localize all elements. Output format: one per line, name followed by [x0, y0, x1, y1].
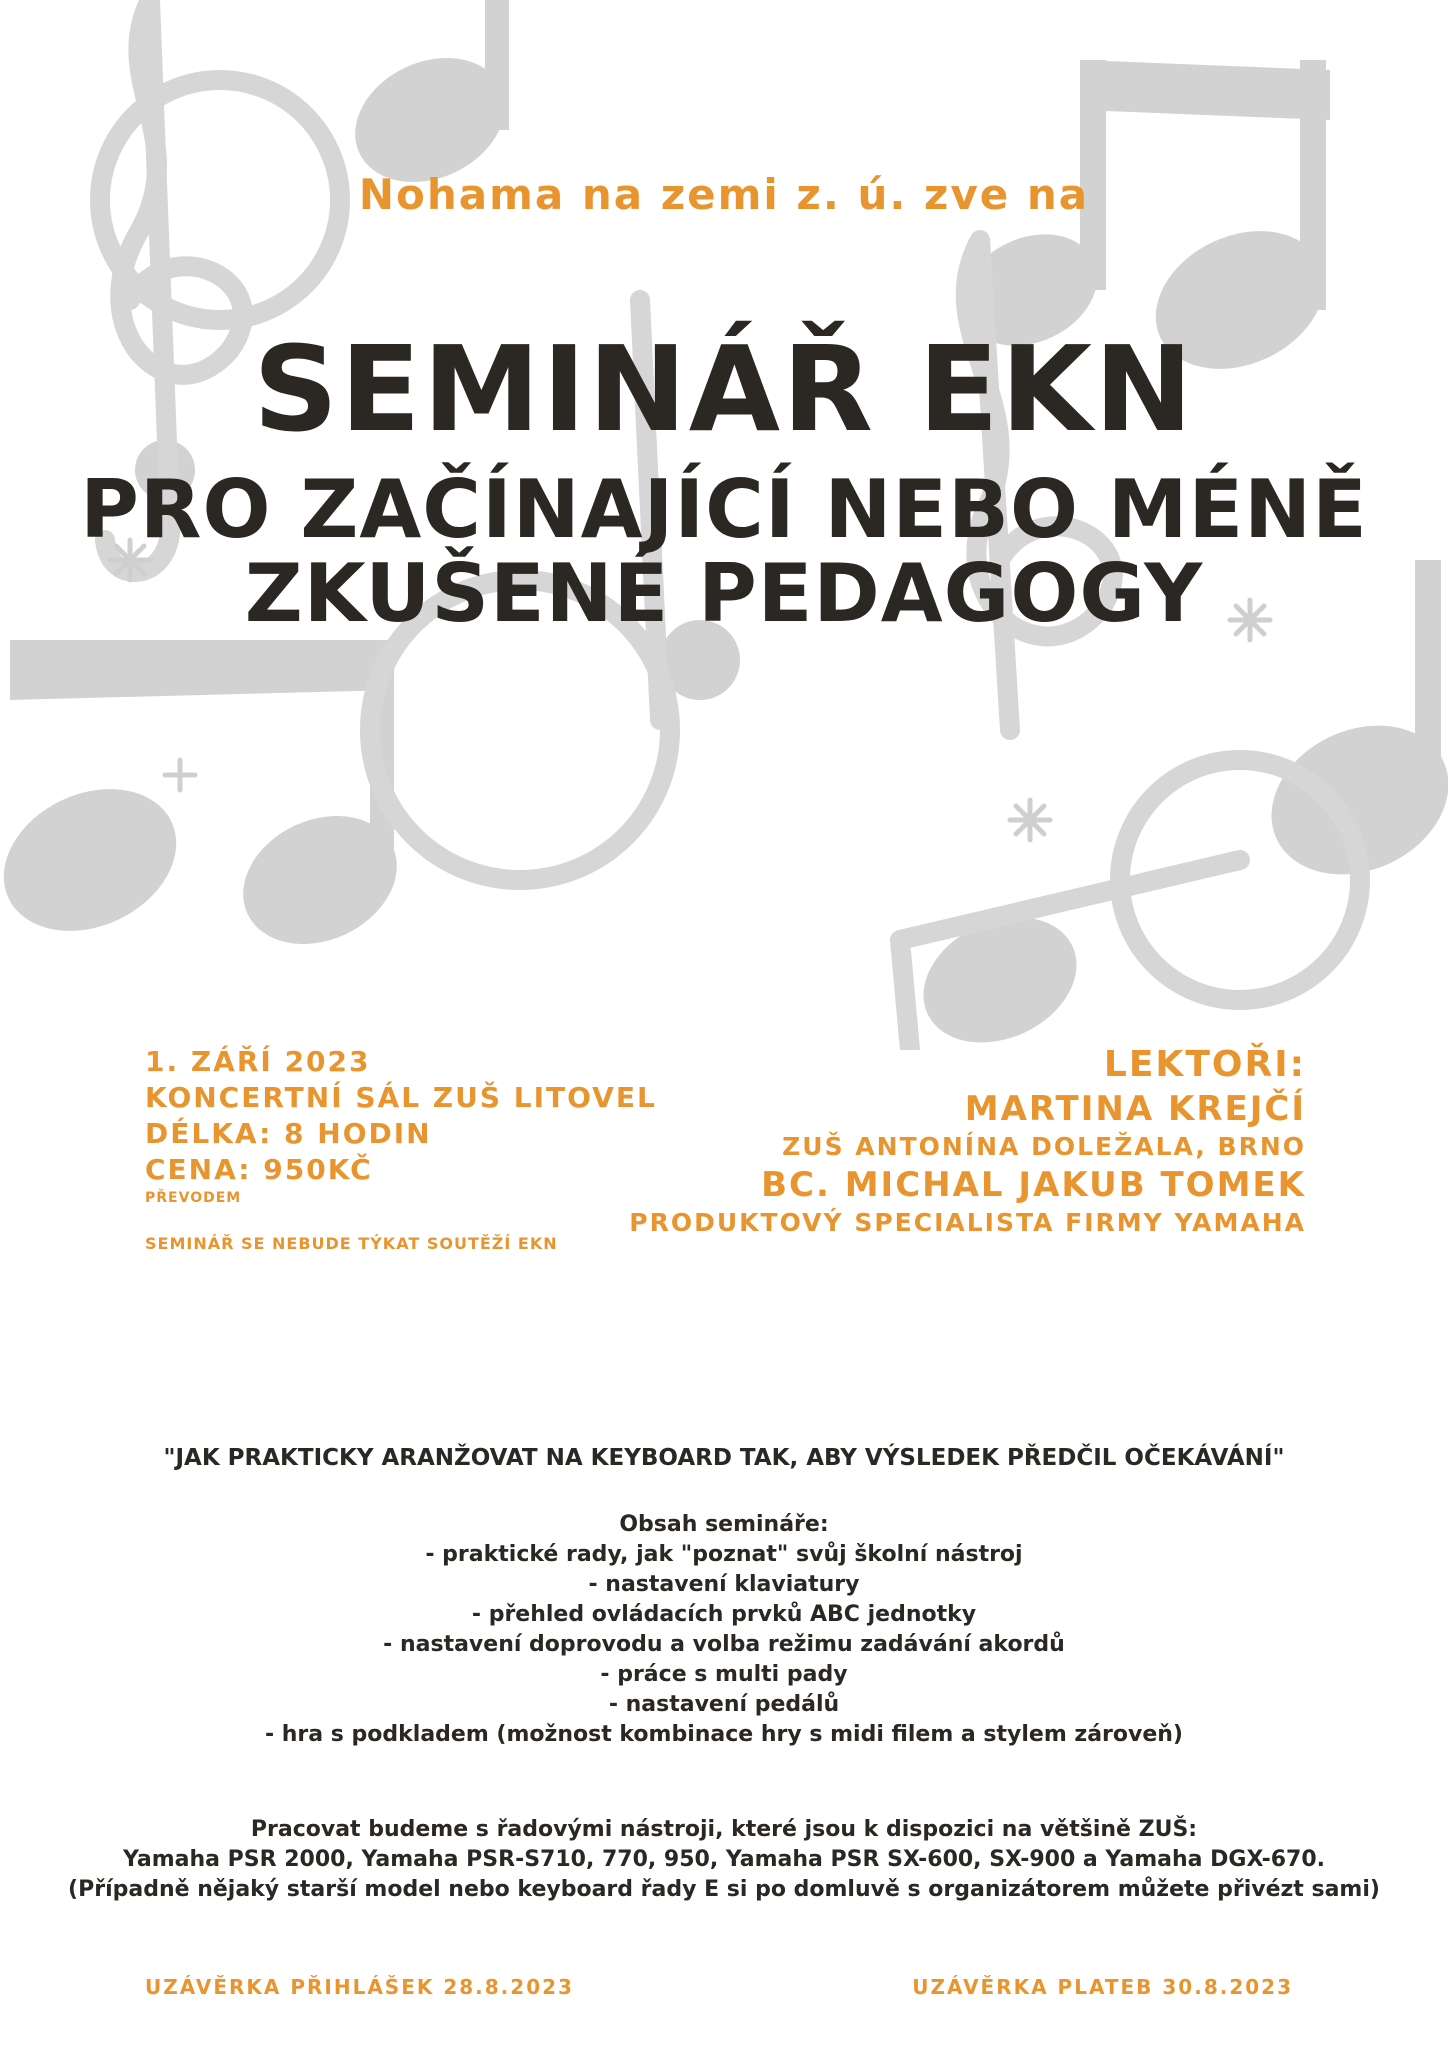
event-price: CENA: 950KČ: [145, 1153, 373, 1186]
subtitle-line-2: ZKUŠENÉ PEDAGOGY: [244, 547, 1204, 640]
seminar-quote: "JAK PRAKTICKY ARANŽOVAT NA KEYBOARD TAK, ABY VÝSLEDEK PŘEDČIL OČEKÁVÁNÍ": [163, 1445, 1285, 1471]
lecturers-block: [546, 1042, 1306, 1240]
page-subtitle: [0, 463, 1448, 640]
note-stem-1: [485, 0, 509, 130]
event-date: 1. ZÁŘÍ 2023: [145, 1045, 371, 1078]
instruments-info: [0, 1815, 1448, 1905]
note-beam-5: [10, 640, 394, 700]
payment-method: PŘEVODEM: [145, 1190, 242, 1206]
content-item: - přehled ovládacích prvků ABC jednotky: [471, 1602, 977, 1627]
event-venue: KONCERTNÍ SÁL ZUŠ LITOVEL: [145, 1081, 657, 1114]
content-item: - nastavení klaviatury: [588, 1572, 860, 1597]
note-head-4: [0, 762, 199, 958]
lecturer-2-name: BC. MICHAL JAKUB TOMEK: [761, 1165, 1306, 1205]
event-length: DÉLKA: 8 HODIN: [145, 1117, 432, 1150]
seminar-content: [0, 1510, 1448, 1750]
sparkle-3: [1010, 800, 1050, 840]
instruments-line-2: Yamaha PSR 2000, Yamaha PSR-S710, 770, 950, Yamaha PSR SX-600, SX-900 a Yamaha DGX-670.: [122, 1847, 1326, 1872]
content-item: - nastavení doprovodu a volba režimu zadávání akordů: [383, 1632, 1065, 1657]
lecturer-1-name: MARTINA KREJČÍ: [964, 1089, 1306, 1129]
registration-deadline: UZÁVĚRKA PŘIHLÁŠEK 28.8.2023: [145, 1975, 574, 1999]
intro-text: Nohama na zemi z. ú. zve na: [358, 170, 1090, 219]
lecturer-1-org: ZUŠ ANTONÍNA DOLEŽALA, BRNO: [782, 1132, 1306, 1161]
lecturers-heading: LEKTOŘI:: [1103, 1044, 1306, 1085]
payment-deadline: UZÁVĚRKA PLATEB 30.8.2023: [912, 1975, 1293, 1999]
content-item: - práce s multi pady: [600, 1662, 848, 1687]
content-item: - nastavení pedálů: [608, 1692, 840, 1717]
event-note: SEMINÁŘ SE NEBUDE TÝKAT SOUTĚŽÍ EKN: [145, 1234, 558, 1253]
page-title: SEMINÁŘ EKN: [253, 320, 1195, 458]
sparkle-4: [165, 760, 195, 790]
subtitle-line-1: PRO ZAČÍNAJÍCÍ NEBO MÉNĚ: [80, 463, 1368, 556]
instruments-line-3: (Případně nějaký starší model nebo keyboard řady E si po domluvě s organizátorem můžete přivézt sami): [68, 1877, 1380, 1902]
note-beam-2: [1080, 60, 1330, 120]
content-item: - praktické rady, jak "poznat" svůj školní nástroj: [425, 1542, 1023, 1567]
content-item: - hra s podkladem (možnost kombinace hry s midi filem a stylem zároveň): [264, 1722, 1183, 1747]
content-heading: Obsah semináře:: [619, 1512, 829, 1537]
lecturer-2-org: PRODUKTOVÝ SPECIALISTA FIRMY YAMAHA: [629, 1208, 1306, 1237]
instruments-line-1: Pracovat budeme s řadovými nástroji, které jsou k dispozici na většině ZUŠ:: [250, 1817, 1198, 1842]
